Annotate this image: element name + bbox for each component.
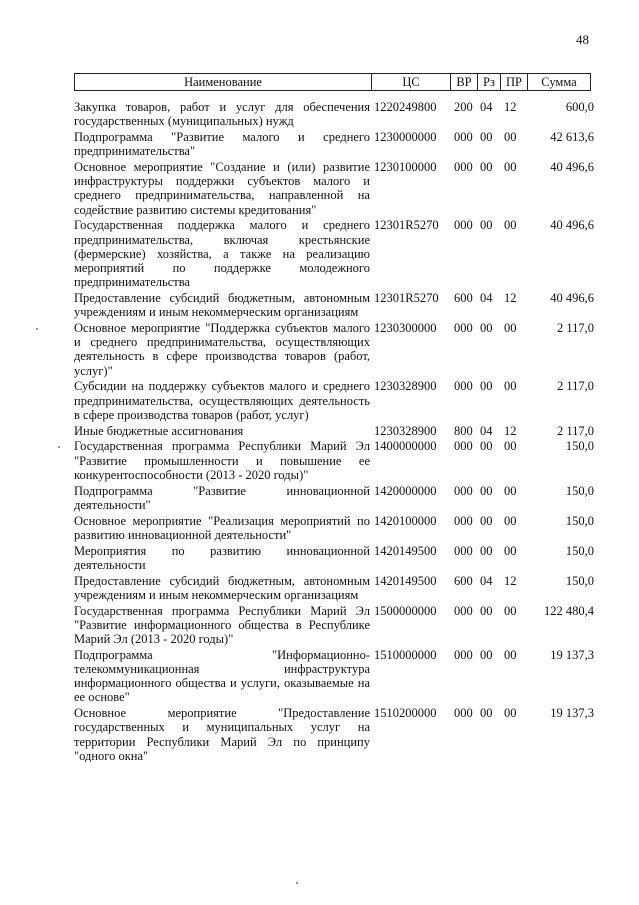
row-pr: 12 [504,100,517,114]
row-sum: 2 117,0 [556,379,594,394]
row-sum: 19 137,3 [550,647,594,662]
row-sum: 19 137,3 [550,706,594,721]
scan-speck [36,328,38,330]
row-name: Государственная программа Республики Марий Эл "Развитие информационного общества в Республике Марий Эл (2013 - 2020 годы)" [74,603,370,647]
row-sum: 150,0 [565,543,594,558]
row-vr: 000 [454,160,473,174]
row-vr: 000 [454,543,473,558]
row-rz: 04 [480,100,493,114]
row-pr: 00 [504,321,517,336]
row-cs: 1230300000 [374,321,437,336]
row-name: Предоставление субсидий бюджетным, автономным учреждениям и иным некоммерческим организациям [74,291,370,320]
row-rz: 00 [480,218,493,233]
row-rz: 00 [480,483,493,498]
row-name: Государственная поддержка малого и среднего предпринимательства, включая крестьянские (фермерские) хозяйства, а также на реализацию мероприятий по поддержке молодежного предпринимательства [74,218,370,290]
row-sum: 40 496,6 [550,218,594,233]
table-row [74,544,594,572]
header-cs: ЦС [372,74,451,91]
row-pr: 00 [504,483,517,498]
table-row [74,321,594,378]
row-pr: 00 [504,439,517,454]
row-sum: 150,0 [565,483,594,498]
row-sum: 600,0 [565,100,594,114]
row-vr: 200 [454,100,473,114]
table-row [74,706,594,763]
row-name: Подпрограмма "Информационно-телекоммуникационная инфраструктура информационного общества и услуги, оказываемые на ее основе" [74,647,370,705]
row-pr: 00 [504,130,517,144]
table-row [74,648,594,705]
row-vr: 600 [454,291,473,306]
row-sum: 150,0 [565,439,594,454]
row-vr: 600 [454,573,473,588]
table-header [74,73,591,91]
row-name: Основное мероприятие "Реализация мероприятий по развитию инновационной деятельности" [74,513,370,542]
header-sum: Сумма [528,74,591,91]
row-sum: 150,0 [565,573,594,588]
table-row [74,379,594,422]
row-cs: 1230328900 [374,423,437,438]
budget-table-body [74,100,594,765]
row-vr: 000 [454,130,473,144]
table-row [74,218,594,289]
row-cs: 1420100000 [374,513,437,528]
row-sum: 42 613,6 [550,130,594,144]
row-pr: 00 [504,706,517,721]
row-vr: 000 [454,513,473,528]
row-pr: 00 [504,160,517,174]
table-row [74,130,594,158]
row-name: Основное мероприятие "Создание и (или) развитие инфраструктуры поддержки субъектов малого и среднего предпринимательства, направленной на содействие развитию системы кредитования" [74,160,370,217]
table-row [74,574,594,602]
row-sum: 2 117,0 [556,423,594,438]
row-name: Государственная программа Республики Марий Эл "Развитие промышленности и повышение ее конкурентоспособности (2013 - 2020 годы)" [74,439,370,482]
row-cs: 1510000000 [374,647,437,662]
row-pr: 00 [504,603,517,618]
row-name: Иные бюджетные ассигнования [74,423,244,438]
scan-speck [296,882,298,884]
row-sum: 2 117,0 [556,321,594,336]
row-rz: 00 [480,321,493,336]
row-pr: 12 [504,573,517,588]
row-cs: 1420000000 [374,483,437,498]
scan-speck [58,446,60,448]
row-vr: 000 [454,647,473,662]
table-row [74,604,594,647]
row-rz: 04 [480,573,493,588]
row-rz: 00 [480,160,493,174]
row-rz: 04 [480,291,493,306]
header-vr: ВР [451,74,478,91]
row-cs: 12301R5270 [374,291,439,306]
row-name: Субсидии на поддержку субъектов малого и среднего предпринимательства, осуществляющих деятельность в сфере производства товаров (работ, услуг) [74,379,370,422]
table-row [74,160,594,217]
row-cs: 1230328900 [374,379,437,394]
table-row [74,514,594,542]
row-vr: 000 [454,379,473,394]
row-cs: 1220249800 [374,100,437,114]
row-vr: 800 [454,423,473,438]
row-cs: 1510200000 [374,706,437,721]
row-vr: 000 [454,218,473,233]
row-pr: 12 [504,291,517,306]
row-name: Закупка товаров, работ и услуг для обеспечения государственных (муниципальных) нужд [74,100,370,129]
row-rz: 00 [480,543,493,558]
row-cs: 12301R5270 [374,218,439,233]
row-rz: 04 [480,423,493,438]
row-rz: 00 [480,647,493,662]
row-cs: 1420149500 [374,573,437,588]
row-rz: 00 [480,603,493,618]
page-number: 48 [576,32,589,47]
table-row [74,439,594,482]
row-vr: 000 [454,706,473,721]
row-sum: 40 496,6 [550,160,594,174]
row-cs: 1230100000 [374,160,437,174]
row-pr: 12 [504,423,517,438]
row-sum: 122 480,4 [544,603,594,618]
row-cs: 1230000000 [374,130,437,144]
table-row [74,484,594,512]
row-name: Основное мероприятие "Предоставление государственных и муниципальных услуг на территории Республики Марий Эл по принципу "одного окна" [74,706,370,763]
row-vr: 000 [454,603,473,618]
row-name: Подпрограмма "Развитие малого и среднего предпринимательства" [74,130,370,159]
row-cs: 1400000000 [374,439,437,454]
header-pr: ПР [501,74,528,91]
table-row [74,100,594,128]
row-pr: 00 [504,647,517,662]
row-rz: 00 [480,439,493,454]
row-pr: 00 [504,218,517,233]
row-pr: 00 [504,513,517,528]
row-vr: 000 [454,483,473,498]
row-name: Подпрограмма "Развитие инновационной деятельности" [74,483,370,512]
row-rz: 00 [480,706,493,721]
table-row [74,291,594,319]
row-pr: 00 [504,543,517,558]
header-rz: Рз [478,74,501,91]
row-rz: 00 [480,130,493,144]
row-rz: 00 [480,513,493,528]
row-name: Мероприятия по развитию инновационной деятельности [74,543,370,572]
row-sum: 40 496,6 [550,291,594,306]
row-cs: 1420149500 [374,543,437,558]
row-rz: 00 [480,379,493,394]
row-vr: 000 [454,321,473,336]
row-vr: 000 [454,439,473,454]
row-name: Предоставление субсидий бюджетным, автономным учреждениям и иным некоммерческим организациям [74,573,370,602]
row-sum: 150,0 [565,513,594,528]
table-row [74,424,594,438]
row-pr: 00 [504,379,517,394]
row-cs: 1500000000 [374,603,437,618]
row-name: Основное мероприятие "Поддержка субъектов малого и среднего предпринимательства, осуществляющих деятельность в сфере производства товаров (работ, услуг)" [74,321,370,378]
header-name: Наименование [75,74,372,91]
